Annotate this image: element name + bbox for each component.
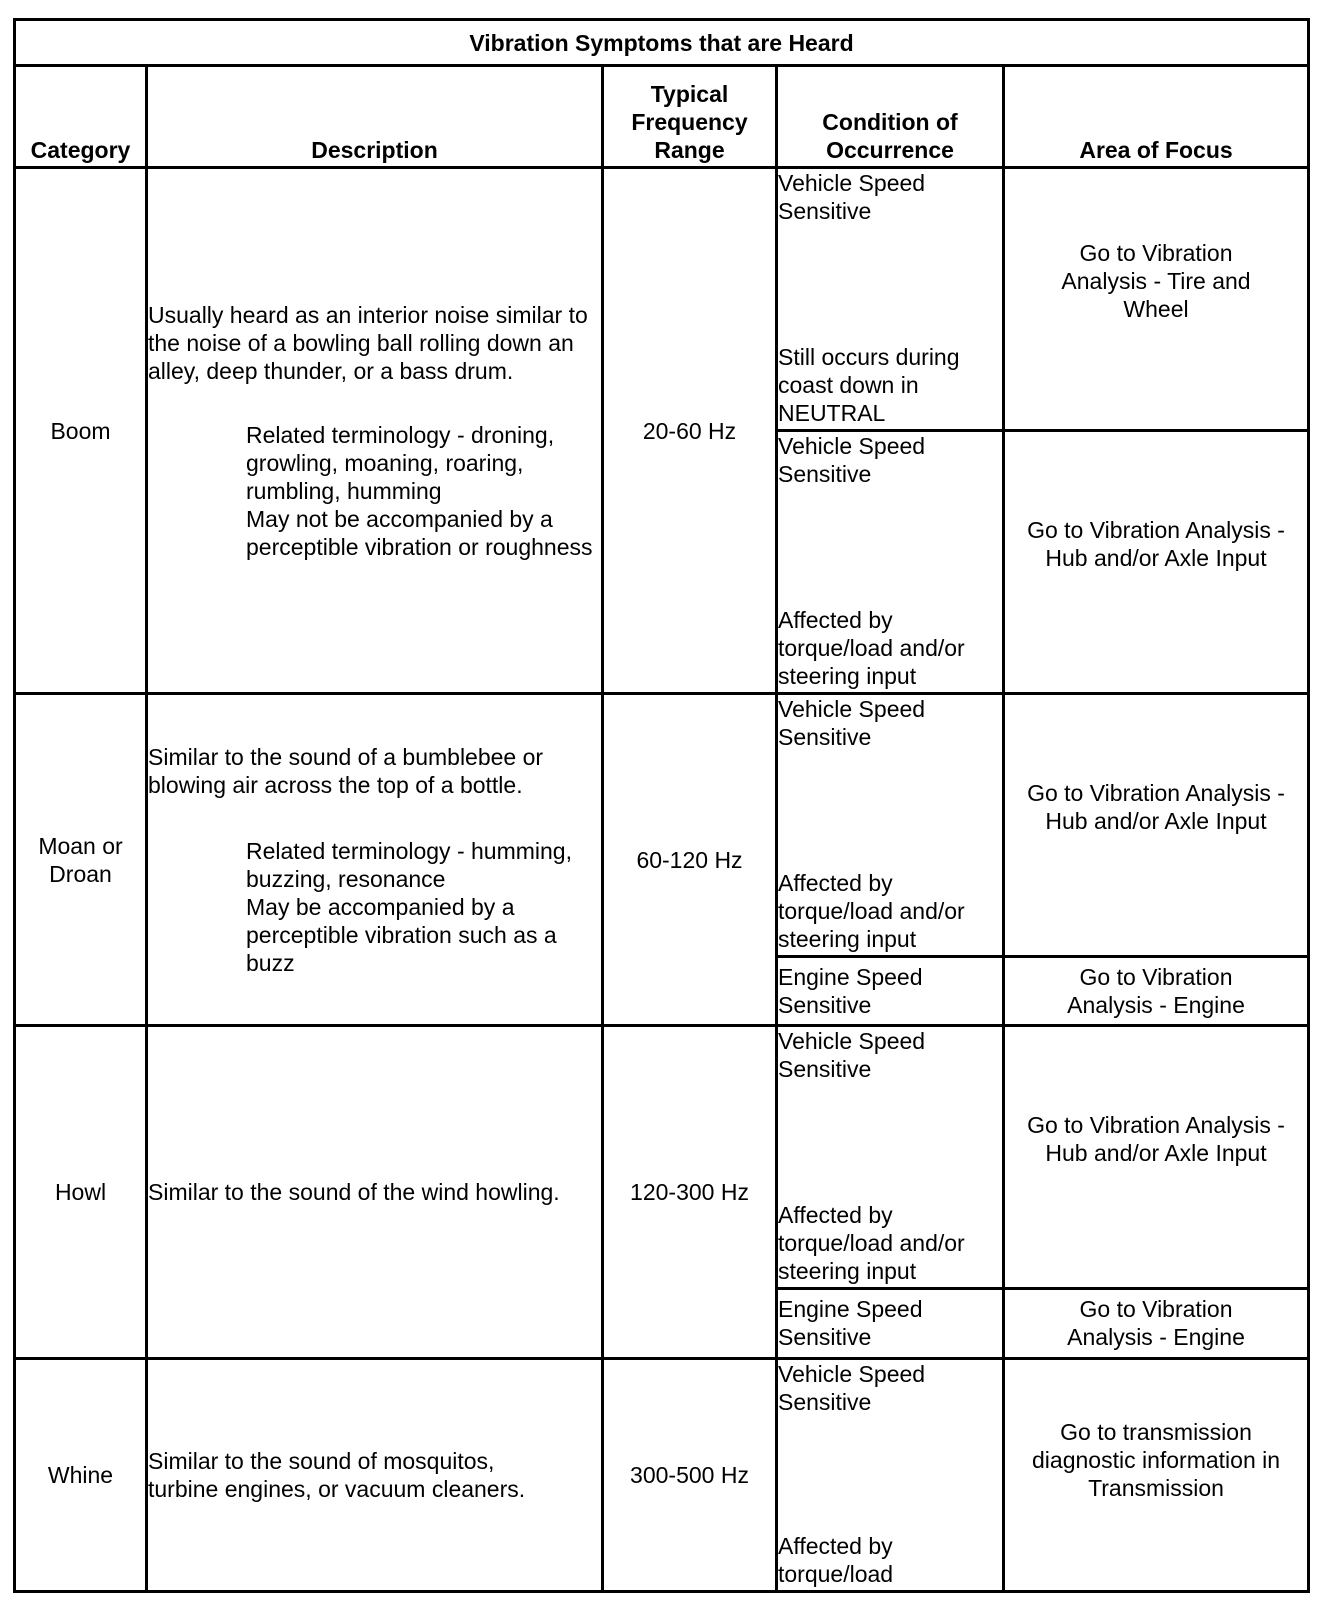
related-terms-text: Related terminology - droning, growling, moaning, roaring, rumbling, humming [246,421,555,504]
header-category: Category [15,66,147,168]
condition-cell [777,956,1004,1026]
condition-line1: Vehicle Speed Sensitive [778,1028,926,1083]
focus-cell: Go to Vibration Analysis - Engine [1004,1289,1309,1359]
table-row [15,693,1309,956]
frequency-cell: 20-60 Hz [603,168,777,694]
condition-line1: Vehicle Speed Sensitive [778,695,926,750]
condition-line1: Engine Speed Sensitive [778,964,923,1019]
accompaniment-text: May be accompanied by a perceptible vibration such as a buzz [246,893,557,976]
condition-cell [777,1358,1004,1591]
accompaniment-text: May not be accompanied by a perceptible vibration or roughness [246,505,593,560]
table-row [15,168,1309,431]
description-cell [147,693,603,1025]
description-text: Similar to the sound of a bumblebee or blowing air across the top of a bottle. [148,743,544,798]
condition-cell [777,1289,1004,1359]
related-terms-block [246,421,601,561]
related-terms-block [246,837,601,977]
condition-line1: Engine Speed Sensitive [778,1296,923,1351]
condition-line2: Still occurs during coast down in NEUTRAL [778,344,960,427]
category-cell: Boom [15,168,147,694]
condition-line2: Affected by torque/load [778,1533,894,1587]
header-condition: Condition of Occurrence [777,66,1004,168]
description-cell [147,168,603,694]
condition-cell [777,693,1004,956]
frequency-cell: 300-500 Hz [603,1358,777,1591]
focus-cell: Go to Vibration Analysis - Engine [1004,956,1309,1026]
condition-cell [777,1026,1004,1289]
focus-cell: Go to Vibration Analysis - Tire and Wheel [1004,168,1309,431]
related-terms-text: Related terminology - humming, buzzing, resonance [246,837,572,892]
condition-cell [777,431,1004,694]
header-description: Description [147,66,603,168]
focus-cell: Go to transmission diagnostic information in Transmission [1004,1358,1309,1591]
condition-cell [777,168,1004,431]
table-row [15,1026,1309,1289]
header-focus: Area of Focus [1004,66,1309,168]
condition-line1: Vehicle Speed Sensitive [778,433,926,488]
table-row [15,1358,1309,1591]
condition-line1: Vehicle Speed Sensitive [778,170,926,225]
focus-cell: Go to Vibration Analysis - Hub and/or Axle Input [1004,1026,1309,1289]
category-cell: Whine [15,1358,147,1591]
description-cell: Similar to the sound of the wind howling. [147,1026,603,1358]
frequency-cell: 120-300 Hz [603,1026,777,1358]
focus-cell: Go to Vibration Analysis - Hub and/or Axle Input [1004,431,1309,694]
header-frequency: Typical Frequency Range [603,66,777,168]
condition-line2: Affected by torque/load and/or steering input [778,1202,965,1285]
category-cell: Moan or Droan [15,693,147,1025]
description-cell: Similar to the sound of mosquitos, turbine engines, or vacuum cleaners. [147,1358,603,1591]
condition-line1: Vehicle Speed Sensitive [778,1360,926,1415]
vibration-symptoms-table [13,18,1310,1593]
condition-line2: Affected by torque/load and/or steering input [778,606,965,689]
description-text: Usually heard as an interior noise similar to the noise of a bowling ball rolling down an alley, deep thunder, or a bass drum. [148,301,588,384]
table-title: Vibration Symptoms that are Heard [15,20,1309,66]
category-cell: Howl [15,1026,147,1358]
frequency-cell: 60-120 Hz [603,693,777,1025]
condition-line2: Affected by torque/load and/or steering input [778,869,965,952]
focus-cell: Go to Vibration Analysis - Hub and/or Axle Input [1004,693,1309,956]
